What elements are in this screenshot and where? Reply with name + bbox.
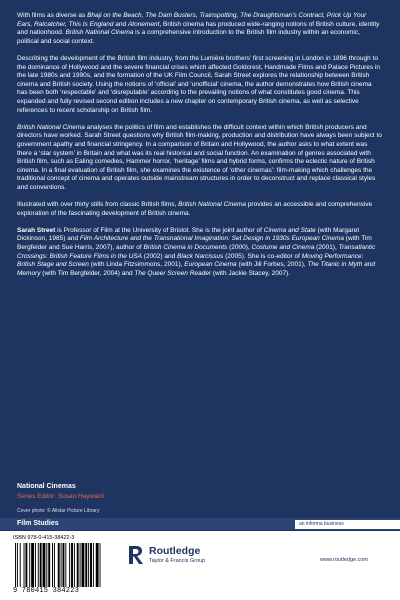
body-text: (with Margaret Dickinson, 1985) and bbox=[17, 226, 360, 243]
barcode-bar bbox=[52, 543, 53, 587]
barcode-bar bbox=[96, 543, 99, 587]
body-text: is Professor of Film at the University of Bristol. She is the joint author of bbox=[55, 226, 264, 234]
series-title: National Cinemas bbox=[17, 483, 76, 490]
barcode-bar bbox=[25, 543, 27, 587]
body-text: (2005). She is co-editor of bbox=[223, 252, 302, 260]
barcode-bar bbox=[61, 543, 62, 587]
title-text: European Cinema bbox=[184, 261, 237, 269]
bottom-panel bbox=[0, 531, 400, 600]
body-text: analyses the politics of film and establishes the difficult context within which British producers and directors have worked. Sarah Street questions why British film-making, production and distribution have always been subject to government apathy and financial stringency. In a comparison of Britain and Hollywood, the author asks to what extent was there a ‘star system’ in Britain and what was its real historical and social function. An examination of genres associated with British film, such as Ealing comedies, Hammer horror, ‘heritage’ films and hybrid forms, confirms the eclectic nature of British cinema. In a final evaluation of British film, she examines the existence of ‘other cinemas’: film-making which challenges the traditional concept of cinema and operates outside mainstream structures in order to deconstruct and replace classical styles and conventions. bbox=[17, 123, 382, 191]
barcode-bars bbox=[13, 543, 119, 589]
barcode-bar bbox=[74, 543, 75, 587]
cover-photo-credit: Cover photo: © Allstar Picture Library bbox=[17, 508, 100, 514]
publisher bbox=[127, 544, 237, 568]
body-text: With films as diverse as bbox=[17, 12, 88, 19]
barcode-bar bbox=[31, 543, 34, 587]
barcode-bar bbox=[90, 543, 92, 587]
barcode-bar bbox=[35, 543, 36, 587]
barcode-bar bbox=[88, 543, 89, 587]
publisher-name: Routledge bbox=[149, 545, 201, 557]
body-text: (with Jill Forbes, 2001), bbox=[236, 261, 308, 269]
title-text: The Titanic in Myth and Memory bbox=[17, 261, 376, 277]
title-text: Atonement bbox=[127, 20, 160, 28]
barcode-bar bbox=[17, 543, 18, 587]
barcode-bar bbox=[63, 543, 65, 587]
barcode-bar bbox=[38, 543, 39, 587]
body-text: (with Jackie Stacey, 2007). bbox=[211, 269, 291, 277]
body-text: is a comprehensive introduction to the British film industry within an economic, political and social context. bbox=[17, 29, 360, 45]
barcode-bar bbox=[100, 543, 101, 587]
title-text: Costume and Cinema bbox=[251, 244, 315, 252]
barcode-bar bbox=[80, 543, 81, 587]
barcode-bar bbox=[15, 543, 16, 587]
title-text: British National Cinema bbox=[65, 29, 134, 37]
title-text: British National Cinema bbox=[17, 123, 85, 131]
barcode-bar bbox=[77, 543, 79, 587]
series-editor: Series Editor: Susan Hayward bbox=[17, 493, 104, 500]
publisher-website[interactable]: www.routledge.com bbox=[320, 557, 368, 563]
body-text: (with Tim Bergfelder and Sue Harris, 2007), author of bbox=[17, 235, 372, 252]
title-text: Bhaji on the Beach, The Dam Busters, Trainspotting, The Draughtsman’s Contract, Prick Up Your Ears, Ratcatcher, This Is England bbox=[17, 12, 367, 28]
barcode-bar bbox=[71, 543, 73, 587]
subject-label: Film Studies bbox=[17, 520, 59, 527]
barcode-bar bbox=[29, 543, 30, 587]
body-text: and bbox=[113, 20, 128, 28]
isbn-text: ISBN 978-0-415-38422-3 bbox=[13, 535, 75, 541]
author-name: Sarah Street bbox=[17, 226, 56, 234]
blurb-paragraph-4 bbox=[17, 201, 383, 218]
barcode-bar bbox=[20, 543, 21, 587]
barcode bbox=[13, 535, 119, 597]
barcode-bar bbox=[93, 543, 94, 587]
barcode-bar bbox=[85, 543, 87, 587]
body-text: , British cinema has produced wide-ranging notions of British culture, identity and nationhood. bbox=[17, 20, 380, 37]
informa-tag: an informa business bbox=[295, 520, 400, 529]
barcode-bar bbox=[82, 543, 85, 587]
barcode-bar bbox=[58, 543, 60, 587]
body-text: (2002) and bbox=[141, 252, 178, 260]
body-text: (2000), bbox=[227, 244, 252, 252]
blurb-paragraph-2 bbox=[17, 55, 383, 115]
barcode-bar bbox=[46, 543, 47, 587]
publisher-group: Taylor & Francis Group bbox=[149, 558, 206, 564]
title-text: Moving Performance: British Stage and Screen bbox=[17, 252, 364, 269]
blurb-paragraph-3 bbox=[17, 124, 383, 193]
series-info bbox=[17, 482, 217, 501]
title-text: Cinema and State bbox=[263, 226, 316, 234]
body-text: (with Tim Bergfelder, 2004) and bbox=[40, 269, 135, 277]
title-text: Film Architecture and the Transnational Imagination: Set Design in 1930s European Cinema bbox=[79, 235, 344, 243]
body-text: (with Linda Fitzsimmons, 2001), bbox=[88, 261, 185, 269]
blurb bbox=[17, 12, 383, 287]
body-text: Illustrated with over thirty stills from classic British films, bbox=[17, 201, 179, 209]
barcode-bar bbox=[48, 543, 50, 587]
barcode-bar bbox=[69, 543, 70, 587]
title-text: British Cinema in Documents bbox=[143, 244, 228, 252]
author-bio bbox=[17, 227, 383, 279]
title-text: Transatlantic Crossings: British Feature Films in the USA bbox=[17, 244, 376, 260]
routledge-logo-icon bbox=[127, 544, 145, 566]
title-text: British National Cinema bbox=[178, 201, 247, 209]
title-text: Black Narcissus bbox=[177, 252, 224, 260]
ean-number: 9 780415 384223 bbox=[13, 587, 80, 595]
title-text: The Queer Screen Reader bbox=[134, 269, 212, 277]
barcode-bar bbox=[54, 543, 55, 587]
barcode-bar bbox=[65, 543, 66, 587]
blurb-paragraph-1 bbox=[17, 12, 383, 46]
body-text: Describing the development of the British film industry, from the Lumière brothers’ first screening in London in 1896 through to the dominance of Hollywood and the severe financial crises which affected Goldcrest, Handmade Films and Palace Pictures in the late 1980s and 1990s, and the formation of the UK Film Council, Sarah Street explores the relationship between British cinema and British society. Using the notions of ‘official’ and ‘unofficial’ cinema, the author demonstrates how British cinema has been both ‘respectable’ and ‘disreputable’ according to the prevailing notions of what constitutes good cinema. This expanded and fully revised second edition includes a new chapter on contemporary British cinema, as well as selective references to recent scholarship on British film. bbox=[17, 54, 380, 114]
body-text: provides an accessible and comprehensive exploration of the fascinating development of British cinema. bbox=[17, 201, 373, 217]
body-text: (2001), bbox=[314, 244, 339, 252]
barcode-bar bbox=[40, 543, 42, 587]
barcode-bar bbox=[43, 543, 46, 587]
barcode-bar bbox=[24, 543, 25, 587]
